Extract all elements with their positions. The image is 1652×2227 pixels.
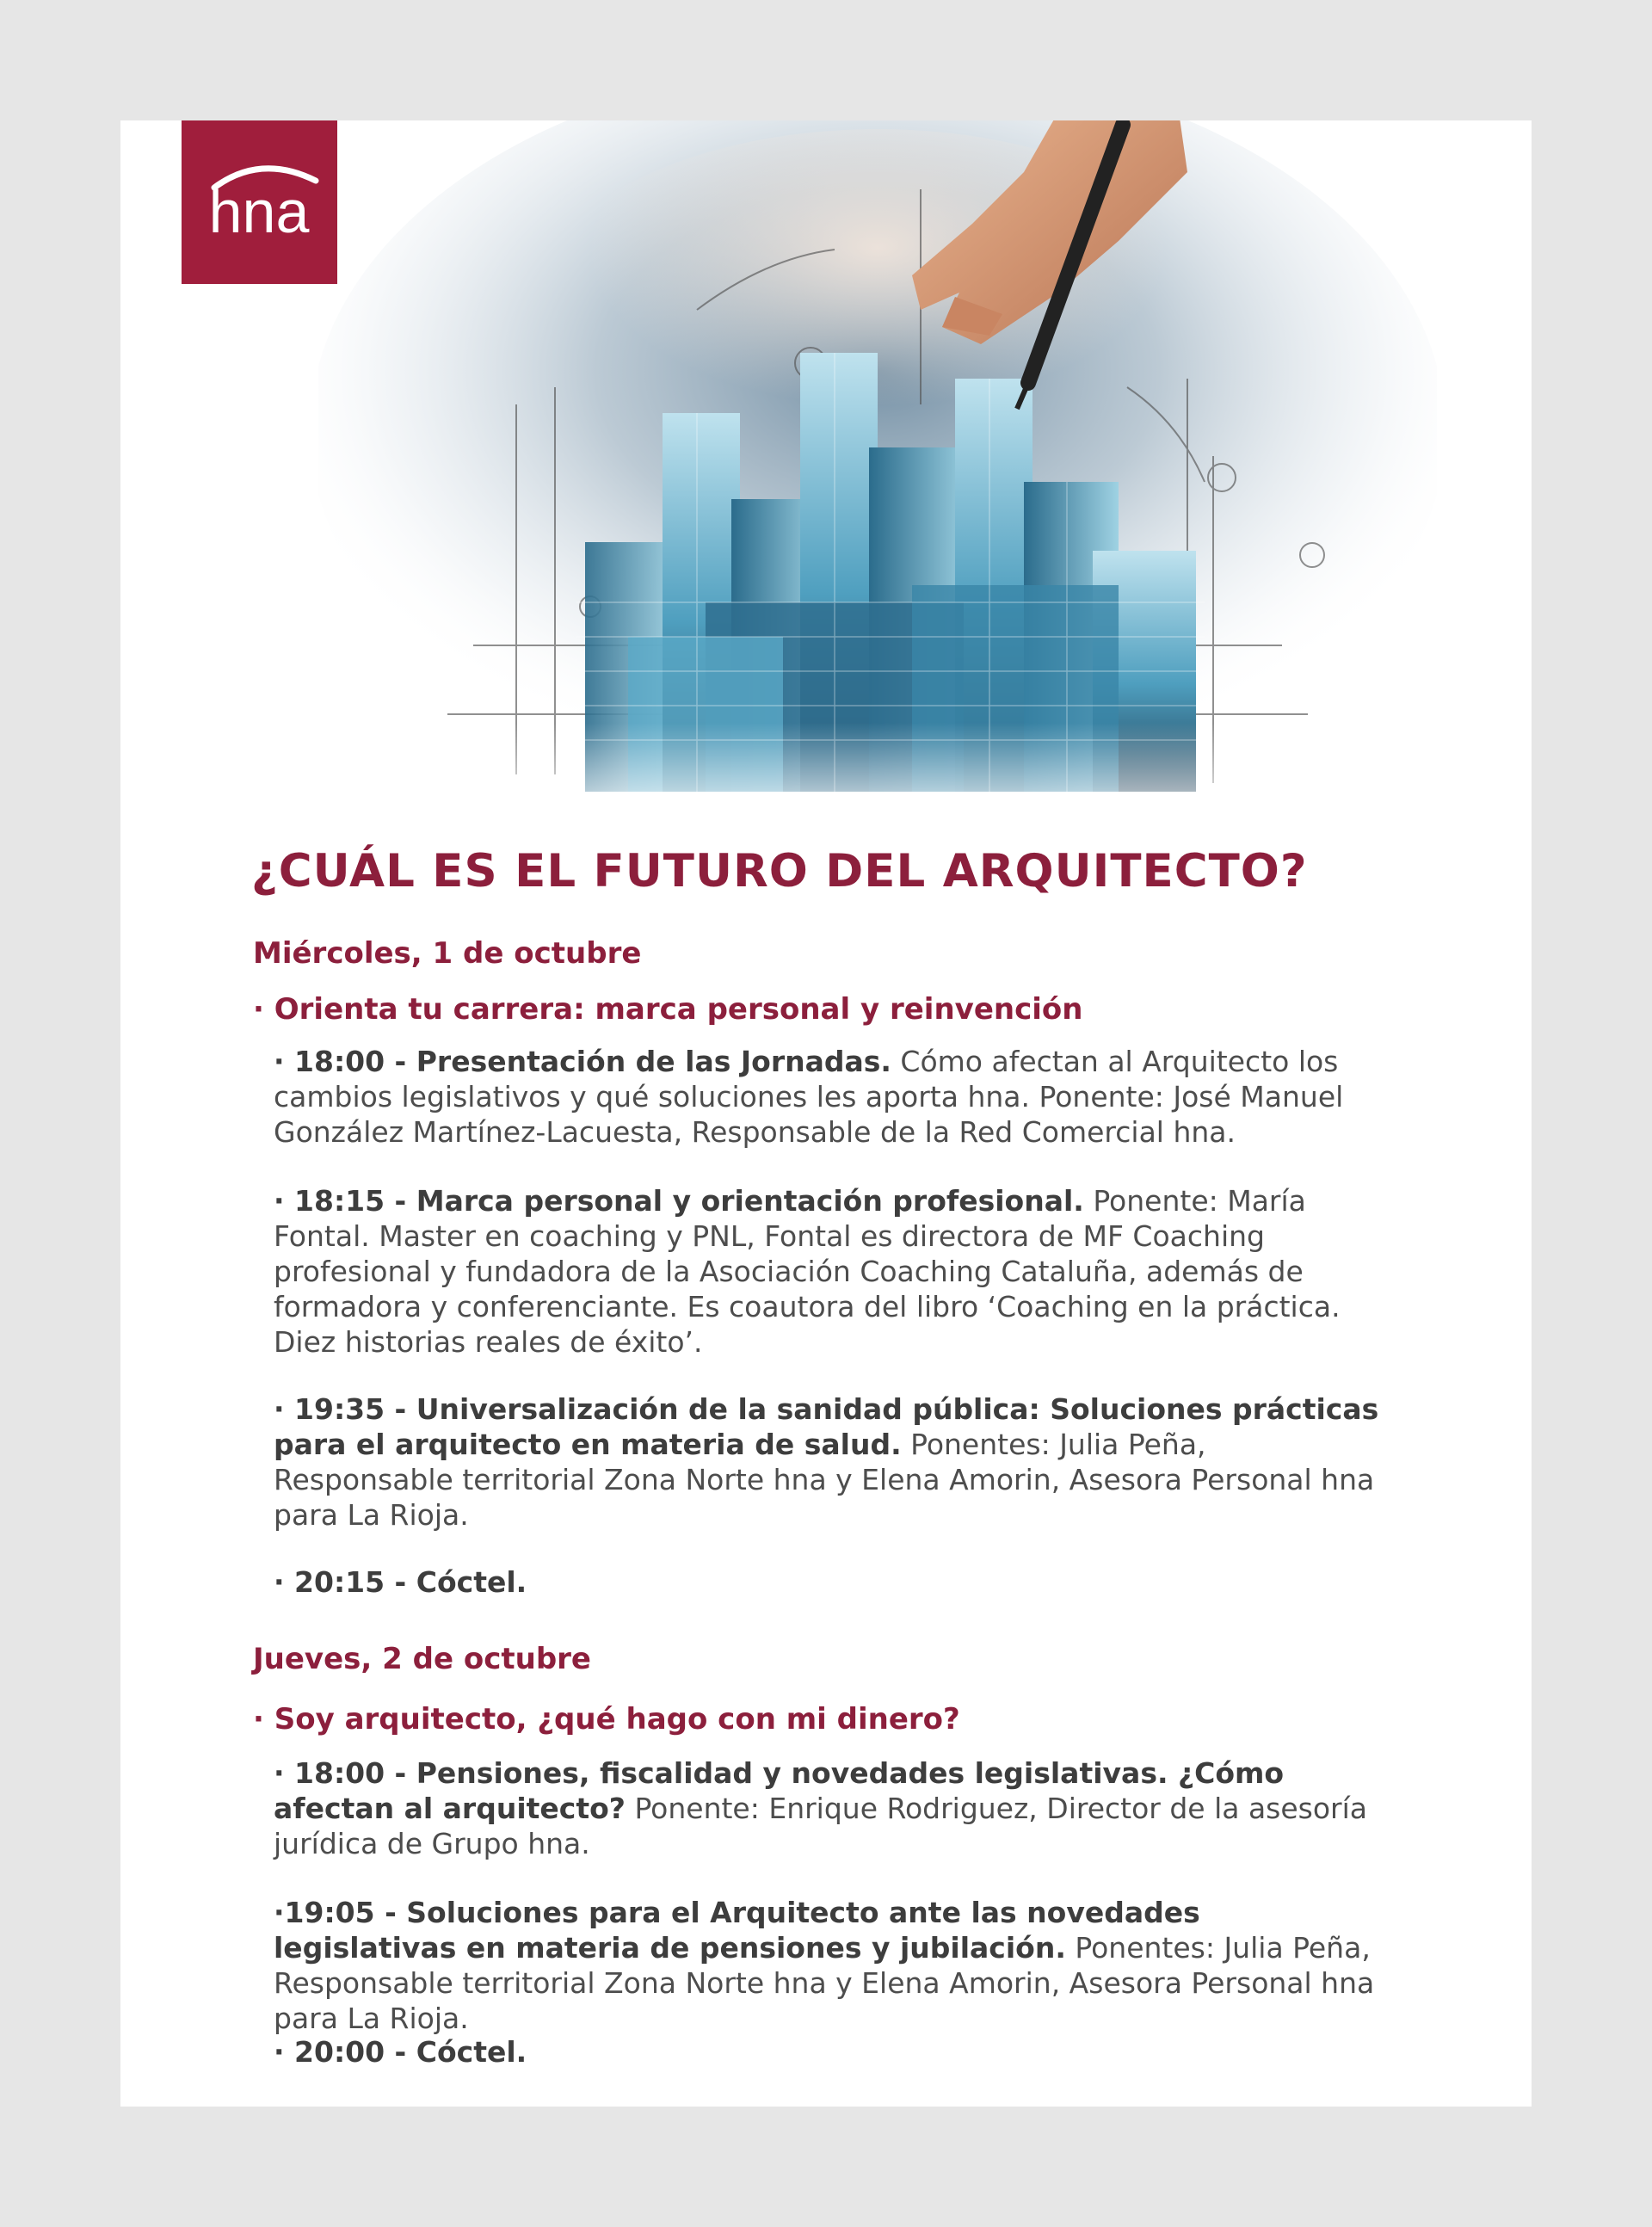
- agenda-item-lead: · 18:00 - Presentación de las Jornadas.: [274, 1045, 891, 1078]
- agenda-item: [274, 1895, 1392, 2036]
- agenda-item-text: Ponentes: Julia Peña, Responsable territorial Zona Norte hna y Elena Amorin, Asesora Personal hna para La Rioja.: [274, 1428, 1375, 1532]
- agenda-item-text: Ponente: Enrique Rodriguez, Director de la asesoría jurídica de Grupo hna.: [274, 1792, 1368, 1860]
- day-heading: Jueves, 2 de octubre: [253, 1642, 591, 1676]
- day-heading: Miércoles, 1 de octubre: [253, 936, 642, 971]
- agenda-item: [274, 2034, 1392, 2070]
- agenda-item-lead: · 19:35 - Universalización de la sanidad pública: Soluciones prácticas para el arquitecto en materia de salud.: [274, 1392, 1379, 1461]
- agenda-item: [274, 1044, 1392, 1150]
- hero-illustration: [318, 120, 1437, 835]
- agenda-item: [274, 1391, 1392, 1533]
- agenda-item: [274, 1183, 1392, 1360]
- agenda-item-text: Cómo afectan al Arquitecto los cambios legislativos y qué soluciones les aporta hna. Ponente: José Manuel González Martínez-Lacuesta, Responsable de la Red Comercial hna.: [274, 1045, 1344, 1149]
- email-card: [120, 120, 1532, 2107]
- session-heading: · Orienta tu carrera: marca personal y reinvención: [253, 992, 1083, 1027]
- agenda-item-lead: · 18:15 - Marca personal y orientación profesional.: [274, 1184, 1084, 1218]
- logo-text: hna: [208, 178, 310, 245]
- agenda-item-lead: ·19:05 - Soluciones para el Arquitecto ante las novedades legislativas en materia de pensiones y jubilación.: [274, 1896, 1200, 1965]
- session-heading: · Soy arquitecto, ¿qué hago con mi dinero?: [253, 1702, 960, 1737]
- agenda-item-lead: · 20:15 - Cóctel.: [274, 1565, 527, 1599]
- hna-logo: [182, 120, 337, 284]
- agenda-item: [274, 1564, 1392, 1600]
- agenda-item-lead: · 18:00 - Pensiones, fiscalidad y novedades legislativas. ¿Cómo afectan al arquitecto?: [274, 1756, 1285, 1825]
- agenda-item-text: Ponentes: Julia Peña, Responsable territorial Zona Norte hna y Elena Amorin, Asesora Personal hna para La Rioja.: [274, 1931, 1375, 2035]
- agenda-item-text: Ponente: María Fontal. Master en coaching y PNL, Fontal es directora de MF Coaching profesional y fundadora de la Asociación Coaching Cataluña, además de formadora y conferenciante. Es coautora del libro ‘Coaching en la práctica. Diez historias reales de éxito’.: [274, 1184, 1341, 1359]
- agenda-item: [274, 1755, 1392, 1861]
- agenda-item-lead: · 20:00 - Cóctel.: [274, 2035, 527, 2069]
- page-title: ¿CUÁL ES EL FUTURO DEL ARQUITECTO?: [251, 845, 1308, 898]
